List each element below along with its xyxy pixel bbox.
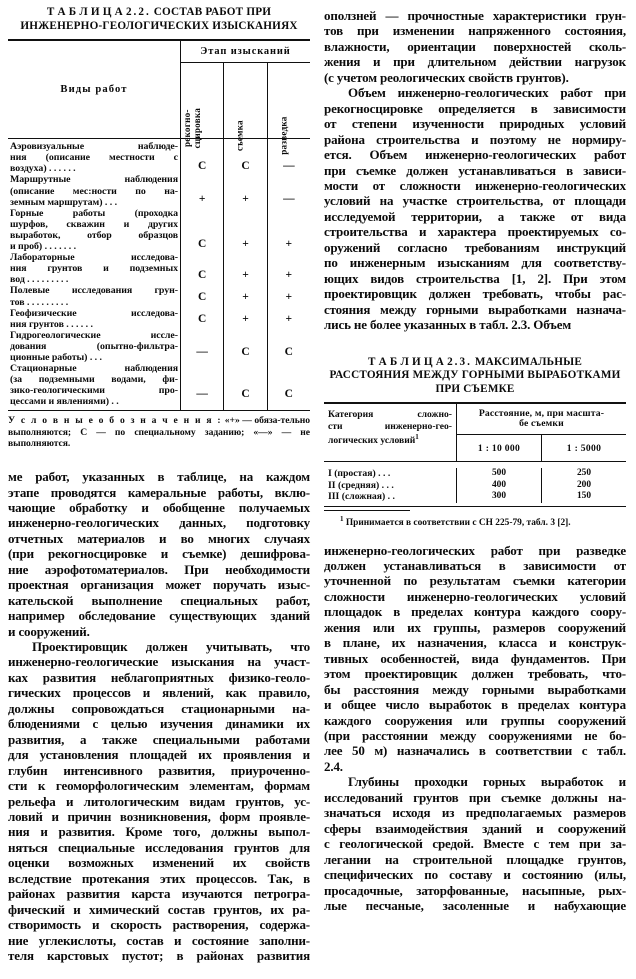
row-label-line: ционные работы) . . . [10,351,102,363]
spacer [324,529,626,543]
text-line: по инженерным изысканиям для соответству- [324,255,626,271]
row-label-line: (за подземными водами, фи- [10,374,178,386]
cell-value: — [283,160,295,173]
table-row [10,363,178,407]
right-paragraph-4 [324,774,626,913]
text-line: при съемке должен устанавливаться в зависи- [324,162,626,178]
footnote-marker: 1 [415,432,419,441]
header-distance-line1: Расстояние, м, при масшта- [478,407,605,419]
text-line: каждого сооружения или группы сооружений [324,712,626,728]
text-line: (при рекогносцировке и съемке) дешифрова- [8,546,310,562]
row-label-line: земным маршрутам) . . . [10,196,117,208]
legend-text: «+» — обяза-тельно выполняются; С — по специальному заданию; «—» — не выполняются. [8,415,310,449]
text-line: оценки возможных изменений их свойств [8,855,310,871]
cell-value: С [241,346,250,359]
left-paragraph-1 [8,469,310,639]
cell-value: С [198,160,207,173]
text-line: (при расстоянии между сооружениями не бо- [324,727,626,743]
table-2-3-col-10000 [457,468,541,502]
cell-value: + [285,291,293,304]
text-line: (с учетом реологических свойств грунтов). [324,69,569,85]
row-label-line: шурфов, скважин и других [10,218,178,230]
text-line: строительства и характера проектируемых со- [324,224,626,240]
text-line: района строительства и поэтому не нормиру- [324,131,626,147]
text-line: кательской выполнение специальных работ, [8,592,310,608]
text-line: рельефа и литологическим видам грунтов, ус- [8,793,310,809]
text-line: ния и развития. Кроме того, должны выпол- [8,824,310,840]
table-2-2-caption-prefix: Т А Б Л И Ц А [46,6,123,18]
table-2-3-header-distance-group [456,404,626,461]
text-line: Объем инженерно-геологических работ при [348,85,626,101]
text-line: теля карстовых пустот; в районах развития [8,948,310,964]
text-line: сферы взаимодействия зданий и сооружений [324,820,626,836]
subheader-recon-line1: рекогно- [181,109,192,148]
table-row: III (сложная) . . [328,491,395,503]
text-line: жения и при длительном действии нагрузок [324,54,626,70]
header-line: сти инженерно-гео- [328,420,452,432]
header-line: Категория сложно- [328,409,452,421]
table-2-2-caption-number: 2.2. [125,6,151,18]
cell-value: + [198,193,206,206]
table-2-3-caption-number: 2.3. [447,355,472,368]
left-paragraph-2 [8,639,310,964]
text-line: сложности инженерно-геологических условий [324,588,626,604]
text-line: лее 50 м) назначались в соответствии с табл. [324,743,626,759]
right-paragraph-2 [324,85,626,332]
table-2-3-header-distance [457,404,626,435]
text-line: должен устанавливаться в зависимости от [324,558,626,573]
row-label-line: тов . . . . . . . . . [10,296,69,308]
cell-value: С [198,291,207,304]
row-label-line: воздуха) . . . . . . [10,163,76,175]
text-line: оружений согласно требованиям инструкций [324,239,626,255]
text-line: блюдениями с целью изучения динамики их [8,716,310,732]
row-label-line: (описание мес:ности по на- [10,185,178,197]
cell-value: + [285,313,293,326]
left-column [8,6,310,979]
text-line: тивных особенностей, вида фундаментов. При [324,650,626,666]
row-label-line: Аэровизуальные наблюде- [10,141,178,153]
cell-value: + [242,238,249,251]
text-line: и сооружений. [8,623,90,639]
table-2-3-values [456,468,626,502]
text-line: няться специальные исследования грунтов для [8,839,310,855]
header-line: логических условий$^1$ [328,432,419,447]
table-2-3-grid [324,402,626,506]
subheader-exploration-line1: разведка [278,116,289,155]
text-line: вследствие протекания этих процессов. Так, в [8,870,310,886]
table-2-2-body [8,139,310,411]
cell-value: + [285,269,293,282]
table-2-2-col-recon [181,139,223,410]
text-line: гических процессов и явлений, как правило, [8,685,310,701]
text-line: мости от сложности инженерно-геологических [324,177,626,193]
text-line: рекогносцировке определяется в зависимости [324,100,626,116]
cell-value: С [241,388,250,401]
cell-value: + [285,238,293,251]
text-line: отчетных материалов и во многих случаях [8,530,310,546]
row-label-line: цессами и явлениями) . . [10,396,119,408]
row-label-line: Гидрогеологические иссле- [10,329,178,341]
cell-value: — [283,193,295,206]
table-row [10,330,178,363]
table-2-3-categories [324,468,456,502]
table-2-3-caption-line2: РАССТОЯНИЯ МЕЖДУ ГОРНЫМИ ВЫРАБОТКАМИ [329,369,621,382]
table-row [10,252,178,285]
cell-value: С [284,388,293,401]
text-line: инженерно-геологические изыскания на участ- [8,654,310,670]
table-row [10,141,178,174]
footnote-marker: 1 [340,514,344,523]
text-line: районах развития карста изучаются петрогра- [8,886,310,902]
text-line: бы расстояния между горными выработками [324,681,626,697]
scale-header-10000: 1 : 10 000 [477,442,521,454]
cell-value: С [198,269,207,282]
text-line: проектная организация может поручать изыс- [8,577,310,593]
table-2-2-col-survey [223,139,266,410]
text-line: например обследование существующих зданий [8,608,310,624]
cell-value: 500 [491,468,507,479]
right-paragraph-1 [324,8,626,85]
row-label-line: вод . . . . . . . . . [10,274,69,286]
text-line: для установления площадей их проявления и [8,747,310,763]
row-label-line: выработок, отбор образцов [10,229,178,241]
table-2-2-subheaders [181,63,310,155]
row-label-line: дования (опытно-фильтра- [10,340,178,352]
text-line: ется. Объем инженерно-геологических работ [324,147,626,163]
subheader-recon-line2: сцировка [191,107,202,149]
text-line: ние углекислоты, состав и состояние заполни- [8,932,310,948]
table-2-2-caption-line2: ИНЖЕНЕРНО-ГЕОЛОГИЧЕСКИХ ИЗЫСКАНИЯХ [20,19,298,32]
table-2-3-caption-rest: МАКСИМАЛЬНЫЕ [474,355,583,368]
text-line: инженерно-геологических данных, подготовку [8,515,310,531]
row-label-line: Геофизические исследова- [10,307,178,319]
row-label-line: Маршрутные наблюдения [10,174,178,186]
text-line: ловий и причин возникновения, форм проявле- [8,809,310,825]
table-2-3-footnote [324,510,626,529]
table-2-3-header-category [324,404,456,461]
spacer [324,333,626,347]
table-2-3 [324,356,626,529]
row-label-line: ния (описание местности с [10,152,178,164]
table-2-3-header [324,402,626,462]
footnote-line: 3 [2]. [550,517,571,528]
text-line: развития, а также специальными работами [8,731,310,747]
text-line: ющих видов строительства [1, 2]. При этом [324,270,626,286]
table-row [10,208,178,252]
table-2-2-header-works: Виды работ [60,84,128,96]
cell-value: + [242,313,249,326]
text-line: площадок в пределах контура каждого соору- [324,604,626,620]
row-label-line: Лабораторные исследова- [10,252,178,264]
text-line: Глубины проходки горных выработок и [348,774,626,790]
table-2-2-caption [8,6,310,33]
table-row [10,308,178,330]
text-line: в плане, их назначения, класса и конструк- [324,635,626,651]
text-line: исследуемой территории, а также от вида [324,208,626,224]
cell-value: 400 [491,479,507,490]
row-label-line: ния грунтов и подземных [10,263,178,275]
table-2-2-caption-rest: СОСТАВ РАБОТ ПРИ [153,6,272,18]
text-line: лые песчаные, засоленные и набухающие [324,897,626,913]
text-line: уточненной по результатам съемки категории [324,573,626,589]
text-line: проектировщик должен требовать, чтобы рас- [324,286,626,302]
text-line: значаться исходя из предполагаемых размеров [324,805,626,821]
cell-value: + [242,193,249,206]
row-label-line: зико-геологическими про- [10,385,178,397]
table-2-3-caption-prefix: Т А Б Л И Ц А [367,355,445,368]
cell-value: + [242,291,249,304]
text-line: должны сопровождаться стационарными на- [8,700,310,716]
table-2-2-subheader-survey [223,63,266,151]
text-line: специфических по составу и состоянию (илы, [324,867,626,883]
cell-value: — [196,346,208,359]
table-2-3-caption-line3: ПРИ СЪЕМКЕ [435,382,515,395]
cell-value: — [196,388,208,401]
cell-value: С [241,160,250,173]
text-line: от степени изученности природных условий [324,116,626,132]
text-line: ках развития неблагоприятных физико-геоло- [8,669,310,685]
text-line: с геологической средой. Вместе с тем при за- [324,836,626,852]
text-line: легании на строительной площадке грунтов, [324,851,626,867]
table-2-2-legend [8,415,310,449]
table-2-3-col-5000 [541,468,626,502]
text-line: просадочные, заторфованные, насыпные, рых- [324,882,626,898]
text-line: оползней — прочностные характеристики грун- [324,8,626,23]
text-line: этом проектировщик должен требовать, что- [324,666,626,682]
cell-value: С [284,346,293,359]
cell-value: 250 [576,468,592,479]
text-line: фический и химический состав грунтов, их ра- [8,901,310,917]
cell-value: + [242,269,249,282]
text-line: сти к геоморфологическим элементам, формам [8,778,310,794]
table-2-2-subheader-recon [181,63,223,149]
row-label-line: Полевые исследования грун- [10,285,178,297]
text-line: влажности, ориентации поверхностей сколь- [324,38,626,54]
table-row [10,174,178,207]
text-line: стояния между горными выработками назнача- [324,301,626,317]
text-line: Проектировщик должен учитывать, что [32,639,310,655]
table-2-3-scale-headers [457,435,626,461]
text-line: глубин интенсивного развития, приуроченно- [8,762,310,778]
right-column [324,6,626,979]
text-line: створимость и скорость растворения, содержа- [8,917,310,933]
row-label-line: Горные работы (проходка [10,207,178,219]
row-label-line: ния грунтов . . . . . . [10,318,93,330]
cell-value: 200 [576,479,592,490]
text-line: жения или их группы, размеров сооружений [324,619,626,635]
table-2-2-row-labels [8,139,180,410]
table-2-2-col-exploration [267,139,310,410]
table-2-2-value-columns [180,139,310,410]
text-line: ние аэрофотоматериалов. При необходимости [8,561,310,577]
spacer [8,449,310,469]
text-line: и общее число выработок в пределах контура [324,697,626,713]
table-2-2-header-stage-group [180,41,310,155]
footnote-line: Принимается в соответствии с СН 225-79, табл. [345,517,548,528]
text-line: чающие обработку и обобщенне получаемых [8,499,310,515]
text-line: 2.4. [324,758,343,774]
table-2-2-header-stage: Этап изысканий [181,41,310,63]
cell-value: 150 [576,491,592,502]
table-row: I (простая) . . . [328,468,391,480]
cell-value: С [198,313,207,326]
text-line: тов при изменении напряженного состояния, [324,23,626,39]
table-2-3-caption [324,356,626,397]
cell-value: С [198,238,207,251]
text-line: инженерно-геологических работ при разведке [324,542,626,558]
right-paragraph-3 [324,543,626,775]
table-row: II (средняя) . . . [328,479,394,491]
legend-label: У с л о в н ы е о б о з н а ч е н и я : [8,415,223,427]
table-row [10,285,178,307]
cell-value: 300 [491,491,507,502]
table-2-2-subheader-exploration [267,63,310,155]
header-distance-line2: бе съемки [519,418,564,430]
text-line: ме работ, указанных в таблице, на каждом [8,469,310,485]
text-line: этапе проводятся камеральные работы, вклю- [8,484,310,500]
row-label-line: и проб) . . . . . . . [10,241,77,253]
table-2-3-body [324,462,626,506]
subheader-survey-line1: съемка [234,119,245,151]
text-line: лись не более указанных в табл. 2.3. Объем [324,317,572,333]
text-line: условий на участке строительства, от площади [324,193,626,209]
row-label-line: Стационарные наблюдения [10,363,178,375]
text-line: исследований грунтов при съемке должны на- [324,789,626,805]
scale-header-5000: 1 : 5000 [541,435,626,461]
